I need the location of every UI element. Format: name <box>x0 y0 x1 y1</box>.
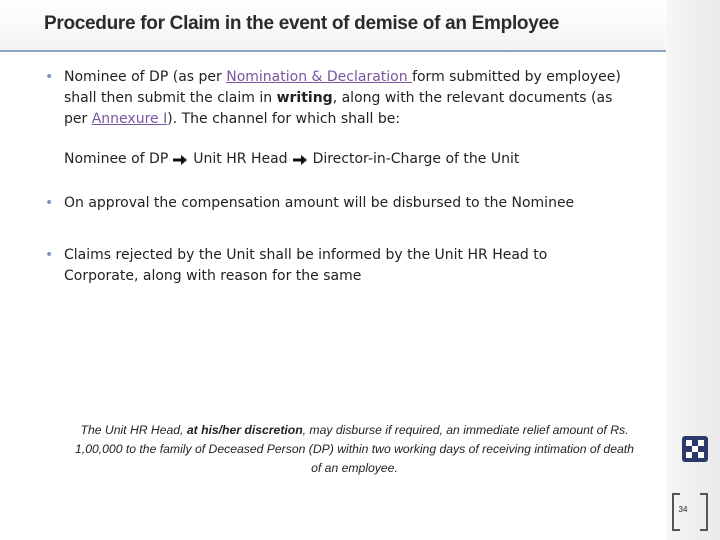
title-divider <box>0 50 666 52</box>
slide-content <box>45 67 625 287</box>
flow-step: Director-in-Charge of the Unit <box>312 151 520 167</box>
annexure-link[interactable]: Annexure I <box>91 111 168 127</box>
note-bold-text: at his/her discretion <box>186 423 303 437</box>
note-text: , may disburse if required, an immediate relief amount of Rs. 1,00,000 to the family of Deceased Person (DP) within two working days of receiving intimation of death of an employee. <box>75 423 634 475</box>
note-text: The Unit HR Head, <box>80 423 187 437</box>
bullet-approval <box>45 193 625 214</box>
bullet-bold-text: writing <box>276 90 333 106</box>
bullet-text: Nominee of DP (as per <box>64 69 227 85</box>
bullet-text: Claims rejected by the Unit shall be informed by the Unit HR Head to Corporate, along with reason for the same <box>64 247 548 284</box>
bullet-text: , along with the relevant documents (as per <box>64 90 613 127</box>
right-arrow-icon <box>173 154 188 166</box>
page-title: Procedure for Claim in the event of demise of an Employee <box>44 13 560 34</box>
bullet-text: form submitted by employee) shall then submit the claim in <box>64 69 621 106</box>
claim-channel-flow <box>45 149 625 170</box>
bullet-text: ). The channel for which shall be: <box>167 111 401 127</box>
flow-step: Nominee of DP <box>64 151 169 167</box>
title-bar <box>0 0 665 52</box>
company-logo-icon <box>682 436 708 462</box>
page-number-box <box>672 493 708 529</box>
right-bracket <box>700 493 708 531</box>
page-number: 34 <box>678 505 688 514</box>
nomination-declaration-link[interactable]: Nomination & Declaration <box>226 69 413 85</box>
flow-step: Unit HR Head <box>193 151 288 167</box>
bullet-rejection <box>45 245 625 287</box>
bullet-submit-claim <box>45 67 625 130</box>
relief-note <box>72 421 637 478</box>
right-arrow-icon <box>293 154 308 166</box>
bullet-text: On approval the compensation amount will be disbursed to the Nominee <box>64 195 575 211</box>
